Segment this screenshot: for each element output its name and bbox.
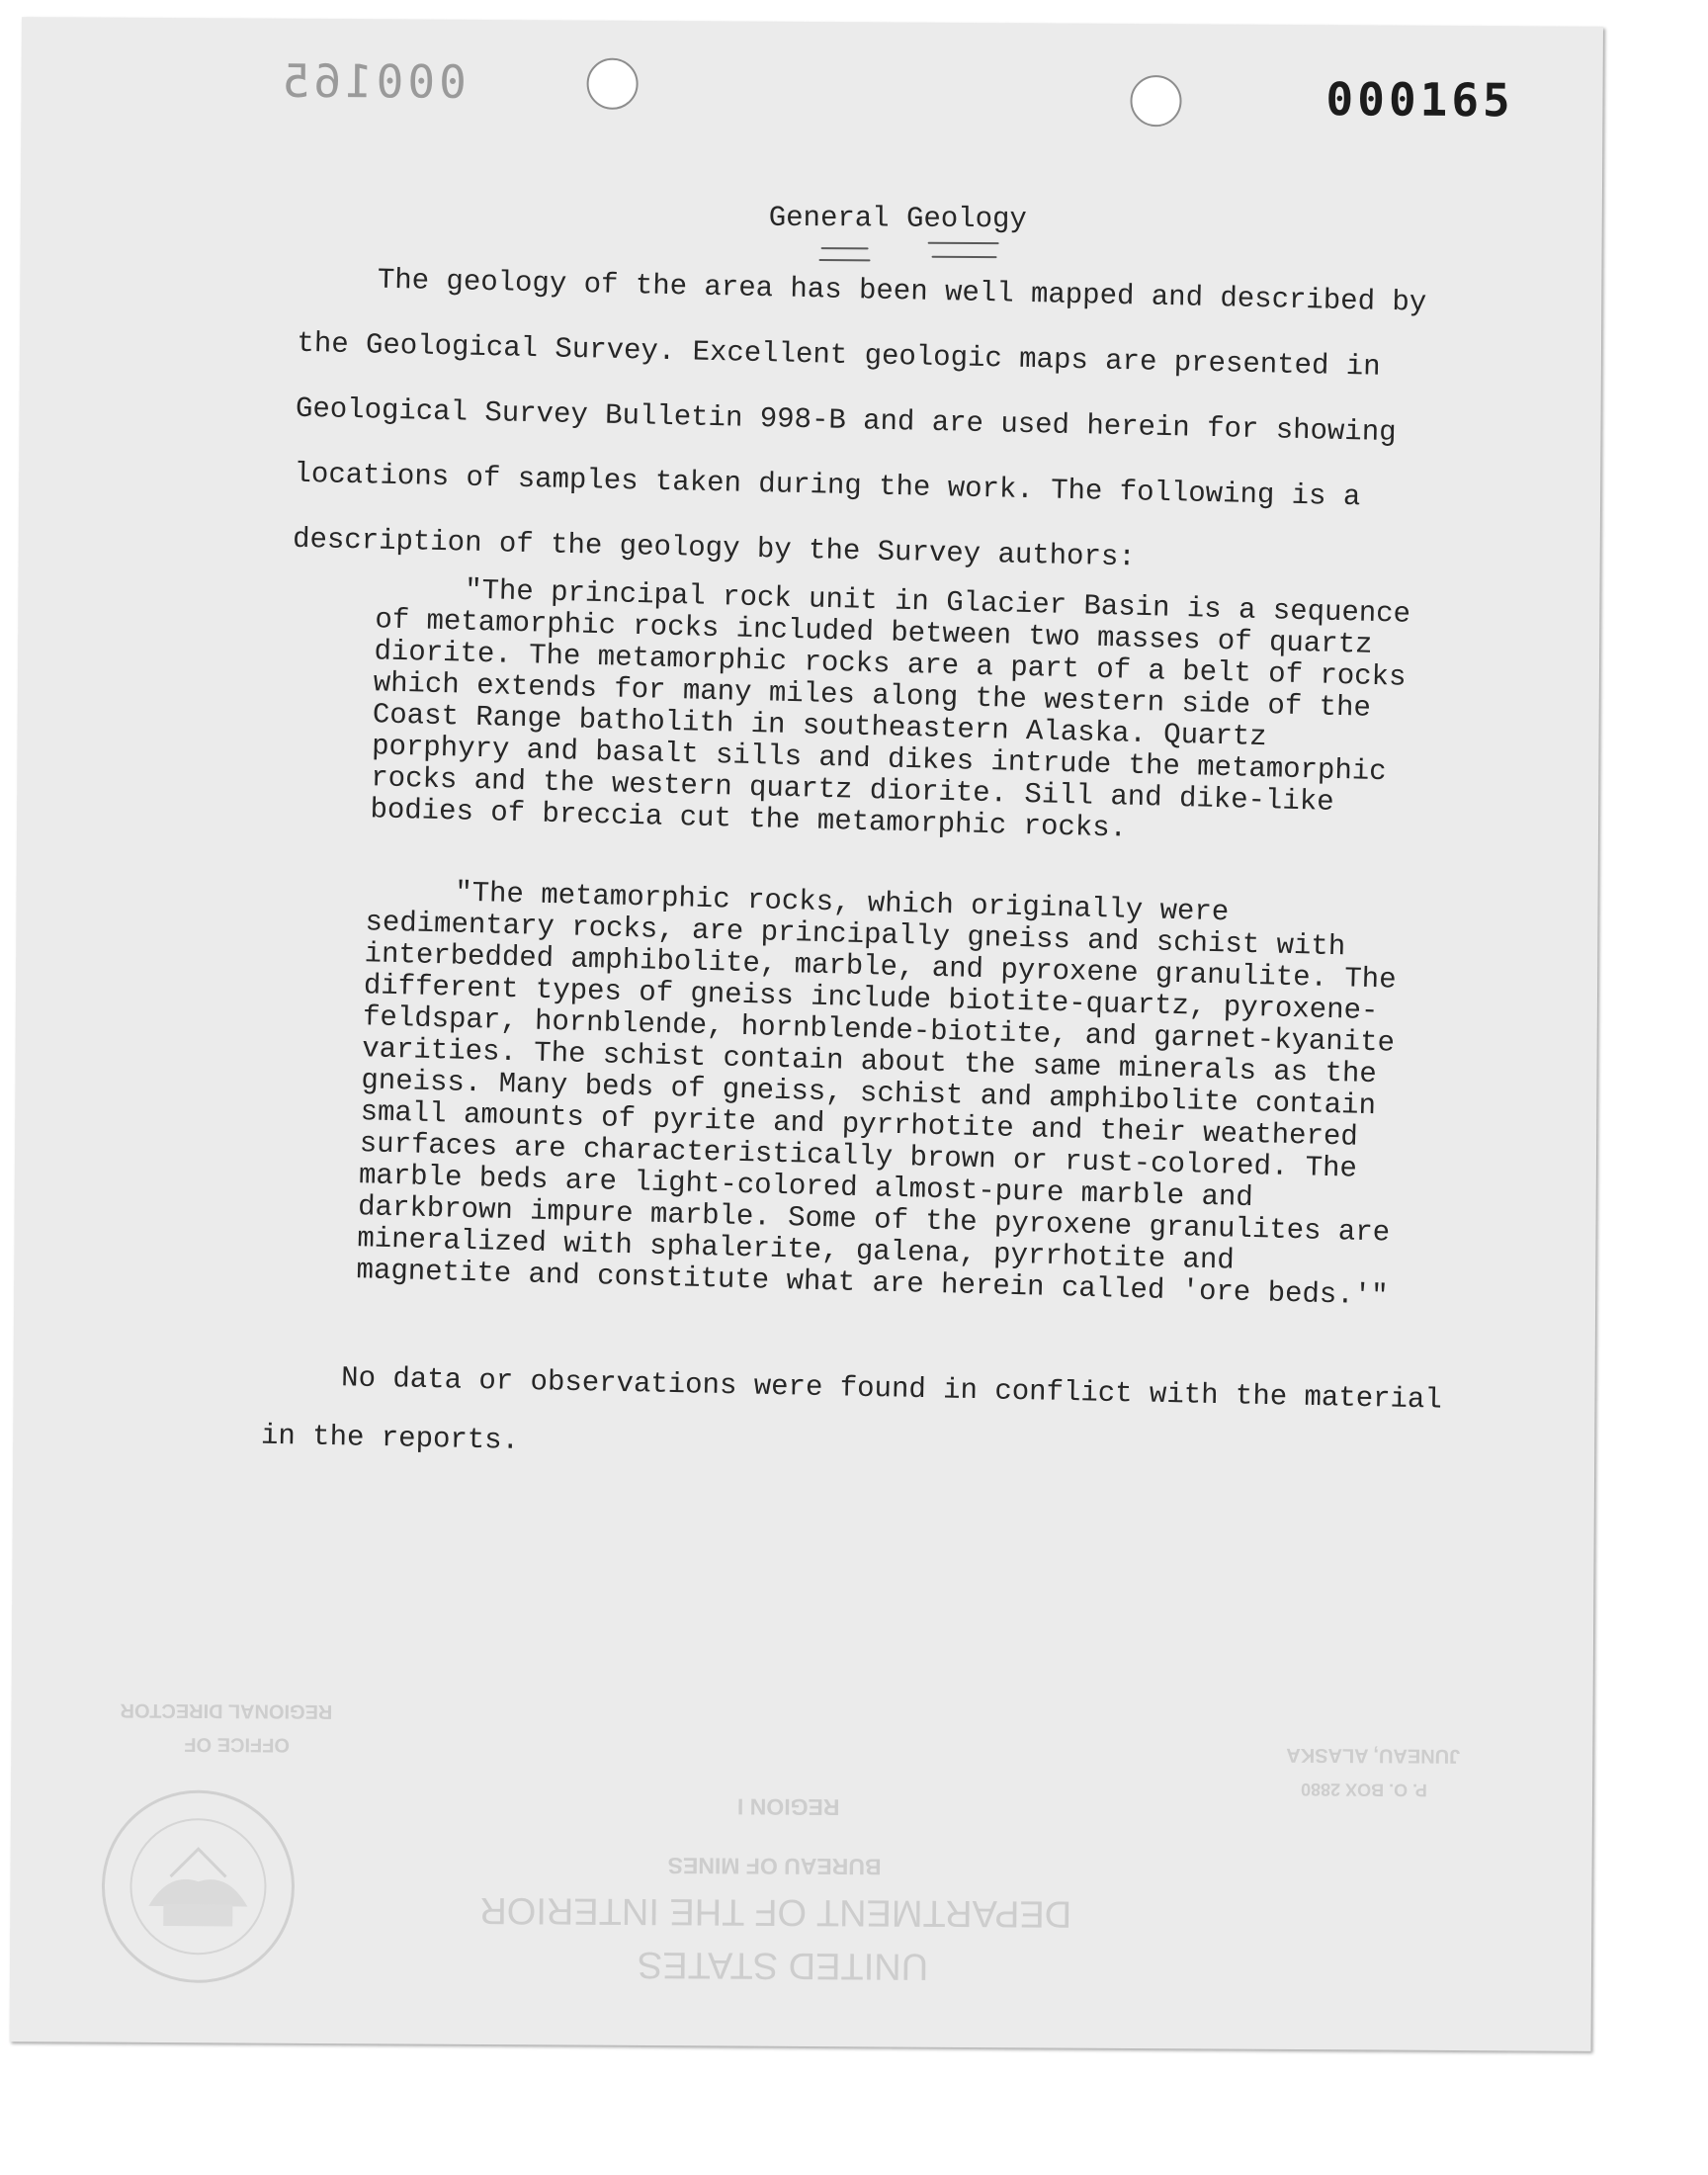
letterhead-bleedthrough-text: UNITED STATES <box>637 1943 929 1987</box>
letterhead-bleedthrough-text: OFFICE OF <box>184 1733 291 1756</box>
quote-paragraph: "The metamorphic rocks, which originally were sedimentary rocks, are principally gneiss and schist with interbedded amphibolite, marble, and pyroxene granulite. The different types of gneiss include biotite-quartz, pyroxene-feldspar, hornblende, hornblende-biotite, and garnet-kyanite varities. The schist contain about the same minerals as the gneiss. Many beds of gneiss, schist and amphibolite contain small amounts of pyrite and pyrrhotite and their weathered surfaces are characteristically brown or rust-colored. The marble beds are light-colored almost-pure marble and darkbrown impure marble. Some of the pyroxene granulites are mineralized with sphalerite, galena, pyrrhotite and magnetite and constitute what are herein called 'ore beds.'" <box>356 876 1397 1313</box>
seal-bleedthrough-icon <box>99 1787 298 1986</box>
document-page <box>10 17 1603 2051</box>
letterhead-bleedthrough-text: DEPARTMENT OF THE INTERIOR <box>479 1888 1072 1935</box>
document-number: 000165 <box>1325 72 1514 128</box>
letterhead-bleedthrough-text: JUNEAU, ALASKA <box>1286 1743 1461 1768</box>
letterhead-bleedthrough-text: BUREAU OF MINES <box>667 1853 882 1880</box>
page-title: General Geology <box>768 201 1027 236</box>
letterhead-bleedthrough-text: REGION I <box>736 1793 840 1821</box>
conclusion-paragraph: No data or observations were found in conflict with the material in the reports. <box>260 1361 1443 1457</box>
intro-paragraph: The geology of the area has been well mapped and described by the Geological Survey. Excellent geologic maps are presented in Geological Survey Bulletin 998-B and are used herein for showing locations of samples taken during the work. The following is a description of the geology by the Survey authors: <box>292 263 1427 574</box>
punch-hole-right <box>1130 75 1181 127</box>
punch-hole-left <box>586 58 638 110</box>
title-underline-mark <box>932 256 997 258</box>
title-underline-mark <box>821 247 869 249</box>
title-underline-mark <box>928 242 999 244</box>
document-number-bleedthrough: 000165 <box>278 53 467 109</box>
letterhead-bleedthrough-text: REGIONAL DIRECTOR <box>120 1698 333 1723</box>
quote-paragraph: "The principal rock unit in Glacier Basin is a sequence of metamorphic rocks included between two masses of quartz diorite. The metamorphic rocks are a part of a belt of rocks which extends for many miles along the western side of the Coast Range batholith in southeastern Alaska. Quartz porphyry and basalt sills and dikes intrude the metamorphic rocks and the western quartz diorite. Sill and dike-like bodies of breccia cut the metamorphic rocks. <box>370 573 1411 845</box>
letterhead-bleedthrough-text: P. O. BOX 2880 <box>1301 1780 1427 1800</box>
